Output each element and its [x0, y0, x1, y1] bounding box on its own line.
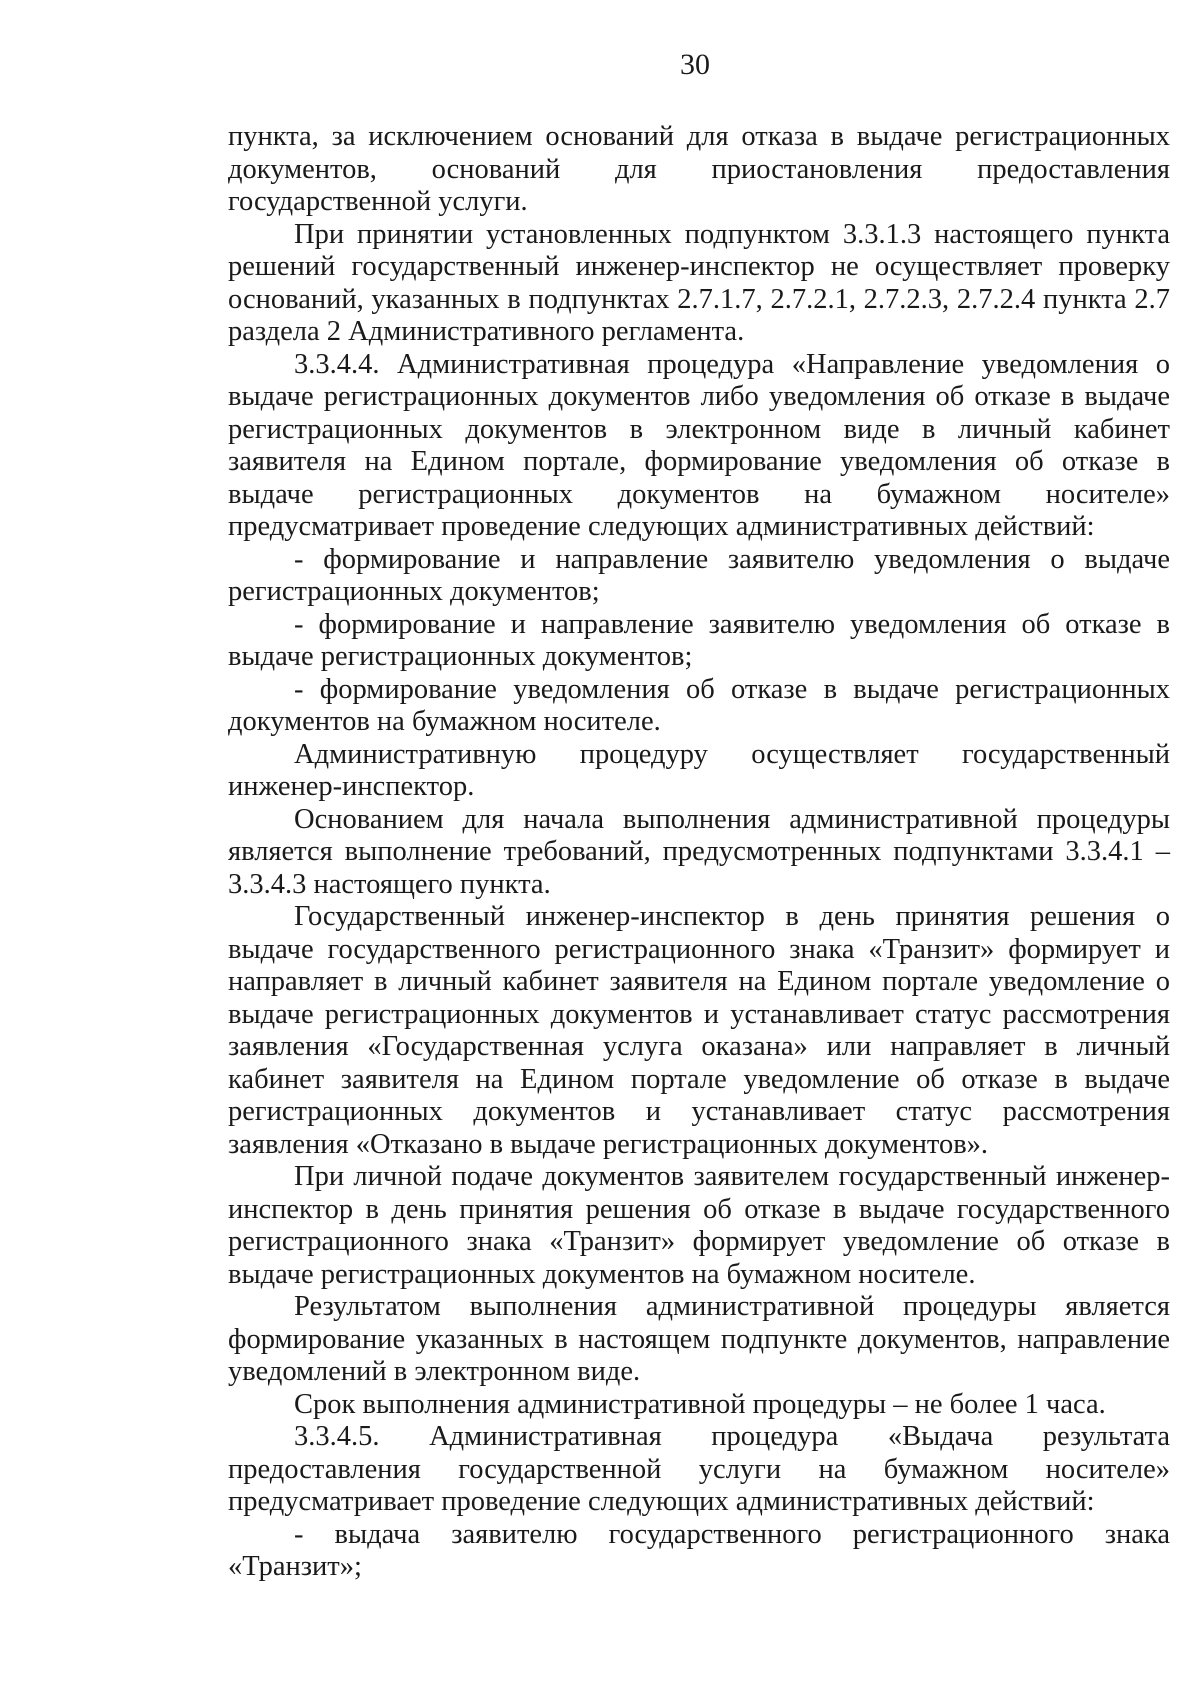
list-item: - формирование и направление заявителю уведомления об отказе в выдаче регистрационных документов; — [228, 608, 1170, 672]
paragraph: Результатом выполнения административной процедуры является формирование указанных в настоящем подпункте документов, направление уведомлений в электронном виде. — [228, 1291, 1170, 1387]
paragraph: Основанием для начала выполнения административной процедуры является выполнение требований, предусмотренных подпунктами 3.3.4.1 – 3.3.4.3 настоящего пункта. — [228, 803, 1170, 900]
paragraph-3-3-4-4: 3.3.4.4. Административная процедура «Направление уведомления о выдаче регистрационных документов либо уведомления об отказе в выдаче регистрационных документов в электронном виде в личный кабинет заявителя на Едином портале, формирование уведомления об отказе в выдаче регистрационных документов на бумажном носителе» предусматривает проведение следующих административных действий: — [228, 348, 1170, 542]
paragraph: При принятии установленных подпунктом 3.3.1.3 настоящего пункта решений государственный инженер-инспектор не осуществляет проверку оснований, указанных в подпунктах 2.7.1.7, 2.7.2.1, 2.7.2.3, 2.7.2.4 пункта 2.7 раздела 2 Административного регламента. — [228, 218, 1170, 347]
document-body — [228, 121, 1170, 1584]
paragraph-continuation: пункта, за исключением оснований для отказа в выдаче регистрационных документов, оснований для приостановления предоставления государственной услуги. — [228, 121, 1170, 217]
paragraph: Государственный инженер-инспектор в день принятия решения о выдаче государственного регистрационного знака «Транзит» формирует и направляет в личный кабинет заявителя на Едином портале уведомление о выдаче регистрационных документов и устанавливает статус рассмотрения заявления «Государственная услуга оказана» или направляет в личный кабинет заявителя на Едином портале уведомление об отказе в выдаче регистрационных документов и устанавливает статус рассмотрения заявления «Отказано в выдаче регистрационных документов». — [228, 901, 1170, 1160]
paragraph: Срок выполнения административной процедуры – не более 1 часа. — [294, 1388, 1106, 1420]
page-number: 30 — [680, 48, 710, 81]
paragraph: При личной подаче документов заявителем государственный инженер-инспектор в день принятия решения об отказе в выдаче государственного регистрационного знака «Транзит» формирует уведомление об отказе в выдаче регистрационных документов на бумажном носителе. — [228, 1161, 1170, 1290]
paragraph: Административную процедуру осуществляет государственный инженер-инспектор. — [228, 738, 1170, 802]
list-item: - выдача заявителю государственного регистрационного знака «Транзит»; — [228, 1518, 1170, 1582]
list-item: - формирование и направление заявителю уведомления о выдаче регистрационных документов; — [228, 543, 1170, 607]
paragraph-3-3-4-5: 3.3.4.5. Административная процедура «Выдача результата предоставления государственной услуги на бумажном носителе» предусматривает проведение следующих административных действий: — [228, 1421, 1170, 1517]
list-item: - формирование уведомления об отказе в выдаче регистрационных документов на бумажном носителе. — [228, 673, 1170, 737]
